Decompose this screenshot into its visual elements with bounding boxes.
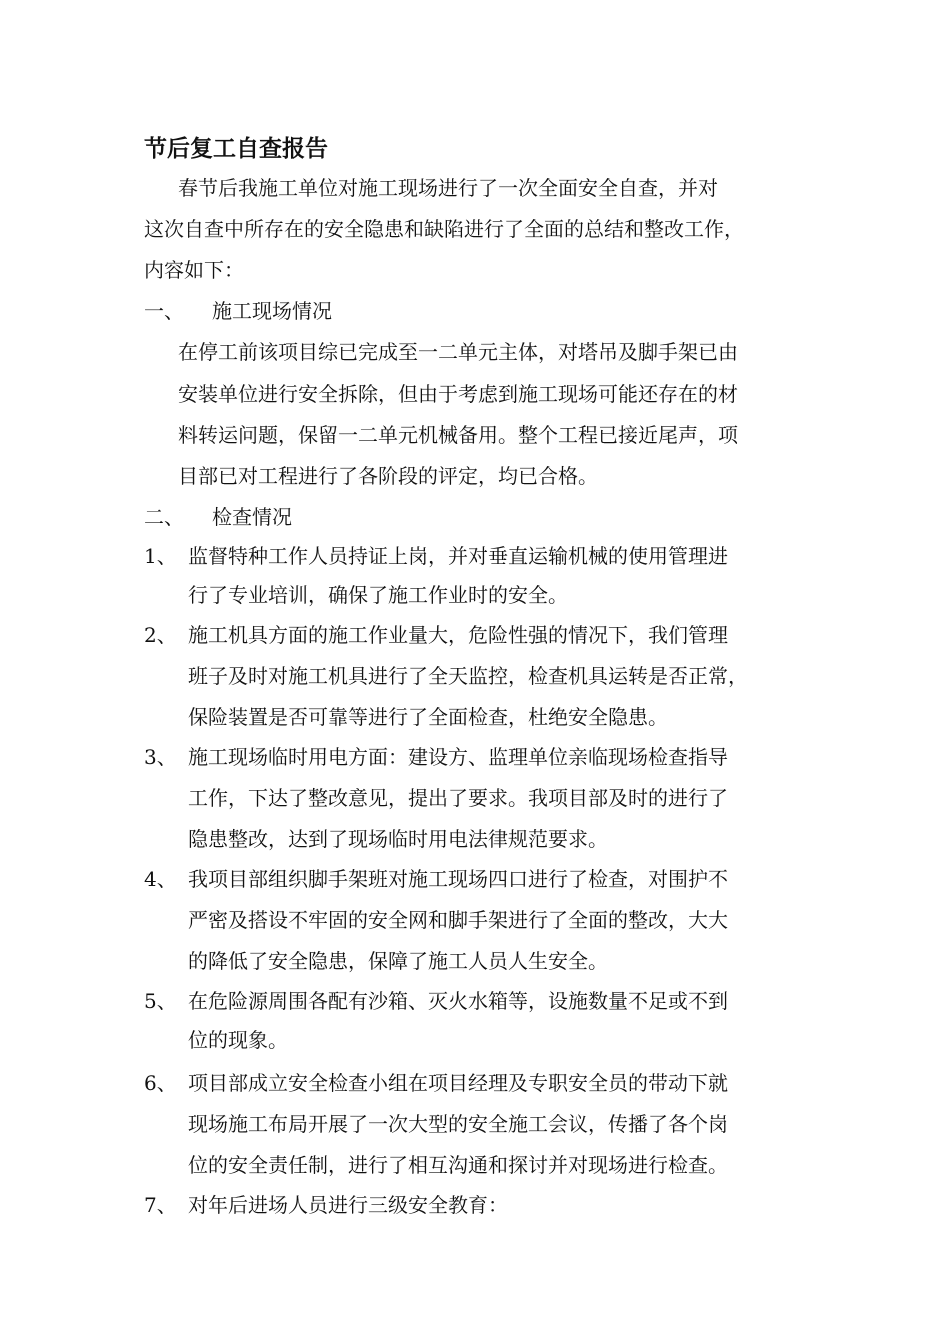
section-heading: 施工现场情况: [212, 299, 332, 323]
item-line: 隐患整改，达到了现场临时用电法律规范要求。: [188, 827, 608, 851]
section-marker: 一、: [144, 299, 184, 323]
item-line: 我项目部组织脚手架班对施工现场四口进行了检查，对围护不: [188, 867, 728, 891]
intro-line: 春节后我施工单位对施工现场进行了一次全面安全自查，并对: [178, 176, 718, 200]
section-line: 目部已对工程进行了各阶段的评定，均已合格。: [178, 464, 598, 488]
item-line: 在危险源周围各配有沙箱、灭火水箱等，设施数量不足或不到: [188, 989, 728, 1013]
item-marker: 5、: [144, 989, 177, 1013]
intro-line: 内容如下：: [144, 258, 244, 282]
item-line: 现场施工布局开展了一次大型的安全施工会议，传播了各个岗: [188, 1112, 728, 1136]
item-marker: 3、: [144, 745, 177, 769]
item-line: 的降低了安全隐患，保障了施工人员人生安全。: [188, 949, 608, 973]
item-line: 班子及时对施工机具进行了全天监控，检查机具运转是否正常，: [188, 664, 748, 688]
item-marker: 4、: [144, 867, 177, 891]
section-line: 料转运问题，保留一二单元机械备用。整个工程已接近尾声，项: [178, 423, 738, 447]
section-line: 在停工前该项目综已完成至一二单元主体，对塔吊及脚手架已由: [178, 340, 738, 364]
item-line: 严密及搭设不牢固的安全网和脚手架进行了全面的整改，大大: [188, 908, 728, 932]
item-line: 工作，下达了整改意见，提出了要求。我项目部及时的进行了: [188, 786, 728, 810]
section-line: 安装单位进行安全拆除，但由于考虑到施工现场可能还存在的材: [178, 382, 738, 406]
item-line: 项目部成立安全检查小组在项目经理及专职安全员的带动下就: [188, 1071, 728, 1095]
item-marker: 7、: [144, 1193, 177, 1217]
item-line: 位的安全责任制，进行了相互沟通和探讨并对现场进行检查。: [188, 1153, 728, 1177]
intro-line: 这次自查中所存在的安全隐患和缺陷进行了全面的总结和整改工作，: [144, 217, 744, 241]
item-line: 对年后进场人员进行三级安全教育：: [188, 1193, 508, 1217]
item-line: 监督特种工作人员持证上岗，并对垂直运输机械的使用管理进: [188, 544, 728, 568]
item-marker: 2、: [144, 623, 177, 647]
section-heading: 检查情况: [212, 505, 292, 529]
item-line: 位的现象。: [188, 1028, 288, 1052]
item-line: 行了专业培训，确保了施工作业时的安全。: [188, 583, 568, 607]
document-title: 节后复工自查报告: [144, 135, 328, 162]
item-marker: 6、: [144, 1071, 177, 1095]
item-line: 保险装置是否可靠等进行了全面检查，杜绝安全隐患。: [188, 705, 668, 729]
section-marker: 二、: [144, 505, 184, 529]
item-marker: 1、: [144, 544, 177, 568]
item-line: 施工机具方面的施工作业量大，危险性强的情况下，我们管理: [188, 623, 728, 647]
item-line: 施工现场临时用电方面：建设方、监理单位亲临现场检查指导: [188, 745, 728, 769]
